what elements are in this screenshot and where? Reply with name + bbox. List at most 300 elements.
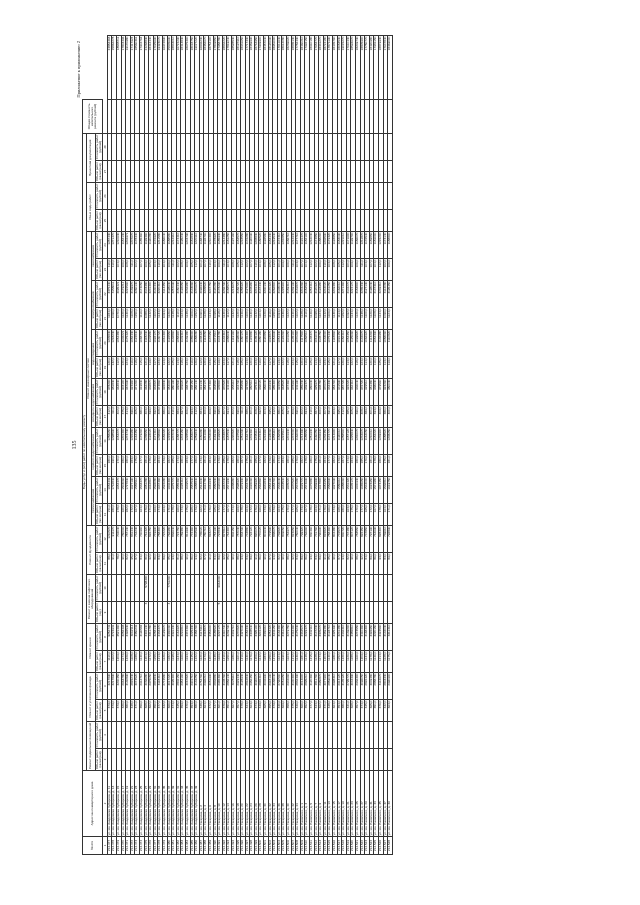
row-volume: 163,0 — [277, 504, 282, 526]
row-cost: 741760 — [314, 526, 319, 553]
row-volume: 86,0 — [153, 553, 158, 575]
row-cost: 954600 — [167, 379, 172, 406]
row-volume: 388,0 — [245, 406, 250, 428]
row-cost: 979560 — [378, 379, 383, 406]
row-volume: 104,0 — [117, 259, 122, 281]
row-volume: 182,0 — [231, 455, 236, 477]
row-cost: 2859030 — [328, 673, 333, 700]
row-volume: 171,0 — [204, 504, 209, 526]
row-total-cost: 17717330 — [245, 36, 250, 100]
row-cost: 3150440 — [176, 281, 181, 308]
row-volume: 1118,0 — [218, 308, 223, 330]
row-volume: 90,0 — [282, 553, 287, 575]
row-cost: 1154690 — [273, 330, 278, 357]
row-total-cost: 18457640 — [264, 36, 269, 100]
row-cost: 737480 — [346, 526, 351, 553]
row-cost: 1158520 — [383, 428, 388, 455]
row-cost: 3108030 — [277, 281, 282, 308]
row-address: ул. им. Ржевского, д. 7 — [314, 771, 319, 837]
row-cost: 3311780 — [149, 624, 154, 651]
row-cost: 2774580 — [163, 673, 168, 700]
row-cost: 1199460 — [144, 232, 149, 259]
row-volume: 1124,0 — [319, 308, 324, 330]
row-cost: 919130 — [199, 379, 204, 406]
row-total-cost: 17610430 — [346, 36, 351, 100]
row-cost: 3120280 — [213, 281, 218, 308]
header-volume: Объем работ (ед.) — [94, 603, 103, 622]
row-volume: 171,0 — [319, 504, 324, 526]
row-cost: 1163350 — [135, 428, 140, 455]
row-cost: 3168300 — [365, 624, 370, 651]
row-volume: 1134,0 — [158, 308, 163, 330]
row-volume: 116,0 — [130, 357, 135, 379]
row-cost: 3270670 — [195, 281, 200, 308]
row-volume: 120,0 — [121, 357, 126, 379]
row-address: ул. им. Гагарина, д. 14 — [227, 771, 232, 837]
row-address: ул. им. Гагарина, д. 2 — [199, 771, 204, 837]
row-cost: 815820 — [323, 526, 328, 553]
row-volume: 1206,0 — [254, 651, 259, 673]
row-cost: 963840 — [117, 379, 122, 406]
row-volume: 357,0 — [236, 700, 241, 722]
row-cost: 3492540 — [126, 624, 131, 651]
row-cost: 1179200 — [140, 428, 145, 455]
row-volume: 118,0 — [135, 357, 140, 379]
row-volume: 95,0 — [130, 553, 135, 575]
row-volume: 1090,0 — [199, 308, 204, 330]
row-cost: 1110820 — [388, 330, 393, 357]
row-total-cost: 18420980 — [369, 36, 374, 100]
row-volume: 186,0 — [121, 455, 126, 477]
row-volume: 344,0 — [245, 700, 250, 722]
row-cost: 3724931 — [112, 624, 117, 651]
row-cost: 3384600 — [208, 624, 213, 651]
row-cost: 1661940 — [208, 477, 213, 504]
row-cost: 1218550 — [241, 232, 246, 259]
row-volume: 1188,0 — [351, 651, 356, 673]
row-total-cost: 18675300 — [185, 36, 190, 100]
row-cost: 5798400 — [144, 575, 149, 602]
row-volume: 1148,0 — [305, 651, 310, 673]
row-address: ул. им. Ржевского, д. 23 — [351, 771, 356, 837]
row-volume: 182,0 — [126, 504, 131, 526]
row-cost: 787130 — [126, 526, 131, 553]
row-address: ул. им. Ржевского, д. 1 — [300, 771, 305, 837]
row-cost: 3200450 — [117, 673, 122, 700]
row-cost: 3036680 — [144, 673, 149, 700]
row-cost: 1172770 — [328, 428, 333, 455]
row-cost: 1533370 — [140, 477, 145, 504]
row-cost: 3166010 — [337, 281, 342, 308]
row-volume: 1130,0 — [245, 651, 250, 673]
row-number: 214.477 — [107, 837, 112, 855]
row-volume: 92,0 — [149, 553, 154, 575]
header-cost: Стоимость работ (рублей) — [94, 134, 103, 160]
row-cost: 1258650 — [107, 428, 112, 455]
table-header — [83, 36, 108, 855]
row-cost: 3077900 — [323, 673, 328, 700]
row-volume: 179,0 — [195, 504, 200, 526]
row-cost: 3067820 — [185, 673, 190, 700]
row-volume: 403,0 — [264, 406, 269, 428]
row-cost: 3402140 — [144, 624, 149, 651]
row-volume: 1180,0 — [332, 651, 337, 673]
row-volume: 400,0 — [388, 406, 393, 428]
row-cost: 3410460 — [360, 624, 365, 651]
row-volume: 1130,0 — [126, 308, 131, 330]
row-volume: 121,0 — [332, 357, 337, 379]
row-volume: 1094,0 — [163, 308, 168, 330]
row-volume: 172,0 — [218, 504, 223, 526]
row-cost: 1188200 — [319, 232, 324, 259]
row-cost: 3062114 — [130, 624, 135, 651]
row-cost: 1142310 — [222, 330, 227, 357]
row-number: 214.470 — [121, 837, 126, 855]
row-volume: 412,0 — [273, 406, 278, 428]
row-volume: 176,0 — [144, 504, 149, 526]
row-volume: 1126,0 — [264, 308, 269, 330]
row-volume: 84,0 — [140, 553, 145, 575]
row-cost: 3183800 — [355, 281, 360, 308]
row-number: 214.519 — [346, 837, 351, 855]
column-number: 2 — [103, 771, 107, 837]
row-volume: 387,0 — [314, 406, 319, 428]
row-cost: 3120920 — [314, 281, 319, 308]
row-total-cost: 16606230 — [199, 36, 204, 100]
column-number: 14 — [103, 477, 107, 504]
row-volume: 365,0 — [264, 700, 269, 722]
row-volume: 106,0 — [218, 259, 223, 281]
row-cost: 2895210 — [305, 673, 310, 700]
row-volume: 78,0 — [117, 553, 122, 575]
row-cost: 1084390 — [374, 330, 379, 357]
row-cost: 1188580 — [167, 232, 172, 259]
row-volume: 405,0 — [282, 406, 287, 428]
row-total-cost: 18445760 — [332, 36, 337, 100]
row-volume: 1102,0 — [296, 308, 301, 330]
row-volume: 174,0 — [346, 455, 351, 477]
row-cost: 971200 — [135, 379, 140, 406]
row-cost: 962280 — [144, 379, 149, 406]
row-cost: 1178920 — [213, 232, 218, 259]
row-volume: 108,0 — [231, 259, 236, 281]
row-volume: 380,0 — [195, 700, 200, 722]
row-cost: 3195450 — [388, 281, 393, 308]
row-cost: 1186070 — [355, 232, 360, 259]
row-total-cost: 18843010 — [172, 36, 177, 100]
row-cost: 840720 — [342, 526, 347, 553]
row-cost: 1184130 — [121, 232, 126, 259]
row-volume: 1104,0 — [259, 308, 264, 330]
row-address: ул. им. Ржевского, д. 9 — [319, 771, 324, 837]
row-volume: 89,0 — [300, 553, 305, 575]
row-cost: 1539990 — [314, 477, 319, 504]
row-address: ул. им. Академика Чубарова, д. 43 — [181, 771, 186, 837]
row-cost: 1619750 — [388, 477, 393, 504]
row-address: ул. им. Гагарина, д. 34 — [273, 771, 278, 837]
row-volume: 87,0 — [204, 553, 209, 575]
row-cost: 3095421 — [117, 281, 122, 308]
row-volume: 1110,0 — [305, 308, 310, 330]
row-volume: 380,0 — [126, 700, 131, 722]
row-volume: 104,0 — [259, 259, 264, 281]
row-cost: 2998310 — [332, 673, 337, 700]
row-cost: 1115880 — [250, 330, 255, 357]
row-cost: 1255110 — [273, 428, 278, 455]
row-volume: 94,0 — [195, 553, 200, 575]
row-volume: 179,0 — [163, 455, 168, 477]
row-volume: 168,0 — [268, 504, 273, 526]
row-total-cost: 17683770 — [314, 36, 319, 100]
row-volume: 379,0 — [117, 700, 122, 722]
row-volume: 412,0 — [195, 406, 200, 428]
row-volume: 167,0 — [305, 504, 310, 526]
appendix-label: Приложение к приложению 2 — [76, 41, 81, 98]
row-cost: 1675880 — [310, 477, 315, 504]
row-volume: 83,0 — [158, 553, 163, 575]
row-volume — [388, 210, 393, 232]
column-number: 5 — [103, 700, 107, 722]
row-cost: 2954160 — [181, 673, 186, 700]
row-cost: 3128930 — [241, 673, 246, 700]
row-cost: 3204260 — [300, 281, 305, 308]
row-volume: 350,0 — [153, 700, 158, 722]
header-cost: Стоимость работ (рублей) — [94, 183, 103, 209]
row-cost: 776570 — [337, 526, 342, 553]
row-cost: 1211580 — [158, 232, 163, 259]
row-volume: 109,0 — [185, 259, 190, 281]
row-cost: 3228900 — [282, 281, 287, 308]
row-address: ул. им. Гагарина, д. 38 — [282, 771, 287, 837]
row-address: ул. им. Гагарина, д. 36 — [277, 771, 282, 837]
row-cost: 1175420 — [126, 330, 131, 357]
row-number: 214.502 — [268, 837, 273, 855]
row-volume: 164,0 — [245, 504, 250, 526]
row-volume: 111,0 — [291, 259, 296, 281]
row-volume: 92,0 — [291, 553, 296, 575]
header-volume: Объем работ (кв.метров) — [94, 554, 103, 573]
row-volume: 108,0 — [181, 259, 186, 281]
row-number: 214.496 — [241, 837, 246, 855]
row-volume: 397,0 — [287, 406, 292, 428]
row-volume: 373,0 — [254, 700, 259, 722]
row-cost: 1197160 — [231, 232, 236, 259]
row-volume: 90,0 — [332, 553, 337, 575]
row-volume: 101,0 — [346, 259, 351, 281]
row-cost: 958110 — [231, 379, 236, 406]
row-volume: 106,0 — [355, 259, 360, 281]
row-volume: 367,0 — [231, 700, 236, 722]
row-cost: 963520 — [282, 379, 287, 406]
row-number: 214.518 — [342, 837, 347, 855]
row-cost: 942930 — [268, 379, 273, 406]
row-cost: 1571930 — [227, 477, 232, 504]
row-volume: 177,0 — [190, 455, 195, 477]
row-cost: 3458700 — [195, 624, 200, 651]
row-volume: 364,0 — [204, 700, 209, 722]
row-volume: 125,0 — [378, 357, 383, 379]
row-cost: 3127130 — [365, 281, 370, 308]
row-total-cost: 18835130 — [291, 36, 296, 100]
row-cost: 1158080 — [195, 330, 200, 357]
row-volume: 82,0 — [346, 553, 351, 575]
row-volume: 181,0 — [369, 455, 374, 477]
row-volume: 1226,0 — [126, 651, 131, 673]
row-cost: 3254420 — [268, 624, 273, 651]
row-cost: 764690 — [374, 526, 379, 553]
row-cost: 1531420 — [346, 477, 351, 504]
row-address: ул. им. Академика Чубарова, д. 37 — [167, 771, 172, 837]
row-volume: 341,0 — [346, 700, 351, 722]
row-number: 214.508 — [296, 837, 301, 855]
row-cost: 3081990 — [208, 673, 213, 700]
row-volume: 1172,0 — [149, 651, 154, 673]
row-volume: 170,0 — [167, 504, 172, 526]
row-cost: 3427090 — [241, 624, 246, 651]
row-volume: 120,0 — [250, 357, 255, 379]
row-cost: 2826420 — [365, 673, 370, 700]
row-address: ул. им. Гагарина, д. 4 — [204, 771, 209, 837]
row-volume: 102,0 — [135, 259, 140, 281]
row-volume: 112,0 — [117, 357, 122, 379]
row-volume: 389,0 — [365, 406, 370, 428]
row-volume: 1136,0 — [296, 651, 301, 673]
row-cost: 2803330 — [383, 673, 388, 700]
row-volume: 400,0 — [204, 406, 209, 428]
row-volume: 84,0 — [213, 553, 218, 575]
row-cost: 1216960 — [264, 428, 269, 455]
row-cost: 1649570 — [185, 477, 190, 504]
row-cost: 3120360 — [310, 673, 315, 700]
row-cost: 3190582 — [140, 624, 145, 651]
row-volume: 1070,0 — [117, 308, 122, 330]
row-cost: 1176540 — [365, 232, 370, 259]
row-cost: 1214600 — [332, 428, 337, 455]
header-volume: Объем работ (кв.метров) — [94, 701, 103, 720]
row-volume: 1150,0 — [227, 651, 232, 673]
row-cost: 1273740 — [126, 428, 131, 455]
row-cost: 1215200 — [378, 232, 383, 259]
row-cost: 1249900 — [378, 428, 383, 455]
row-address: ул. им. Академика Чубарова, д. 49 — [195, 771, 200, 837]
row-total-cost: 18763950 — [254, 36, 259, 100]
row-cost: 2913120 — [337, 673, 342, 700]
row-volume: 414,0 — [126, 406, 131, 428]
row-volume: 1116,0 — [268, 308, 273, 330]
row-cost: 3257090 — [172, 281, 177, 308]
row-address: ул. им. Гагарина, д. 20 — [241, 771, 246, 837]
column-number: 8 — [103, 624, 107, 651]
row-cost: 1186040 — [163, 232, 168, 259]
row-cost: 3279750 — [287, 624, 292, 651]
row-cost: 3235340 — [360, 281, 365, 308]
row-volume: 190,0 — [112, 455, 117, 477]
row-cost: 780710 — [204, 526, 209, 553]
row-cost: 3225330 — [190, 624, 195, 651]
row-cost: 1605220 — [287, 477, 292, 504]
row-volume: 1220,0 — [342, 651, 347, 673]
row-volume: 178,0 — [374, 455, 379, 477]
row-volume: 113,0 — [383, 357, 388, 379]
row-volume: 347,0 — [213, 700, 218, 722]
row-total-cost: 17819240 — [227, 36, 232, 100]
row-number: 214.521 — [355, 837, 360, 855]
row-cost: 3200130 — [264, 281, 269, 308]
row-cost: 3217890 — [107, 673, 112, 700]
row-volume: 165,0 — [213, 504, 218, 526]
row-cost: 947360 — [287, 379, 292, 406]
row-volume: 394,0 — [227, 406, 232, 428]
row-volume: 1128,0 — [204, 308, 209, 330]
row-cost: 3174050 — [140, 281, 145, 308]
row-cost: 3213670 — [231, 281, 236, 308]
row-cost: 7731200 — [167, 575, 172, 602]
row-cost: 3266800 — [273, 281, 278, 308]
row-cost: 1202971 — [126, 232, 131, 259]
row-cost: 970070 — [323, 379, 328, 406]
row-cost: 792890 — [388, 526, 393, 553]
row-cost: 945800 — [218, 379, 223, 406]
row-volume: 173,0 — [332, 504, 337, 526]
row-number: 214.471 — [126, 837, 131, 855]
row-volume: 117,0 — [153, 357, 158, 379]
row-volume: 165,0 — [296, 504, 301, 526]
row-cost: 1251290 — [241, 428, 246, 455]
row-volume: 169,0 — [236, 504, 241, 526]
row-cost: 933560 — [213, 379, 218, 406]
row-volume: 1209,0 — [360, 651, 365, 673]
row-volume: 1156,0 — [268, 651, 273, 673]
row-volume — [388, 749, 393, 771]
row-volume: 1122,0 — [287, 308, 292, 330]
header-number: № п/п — [83, 837, 103, 855]
row-cost: 1058060 — [383, 330, 388, 357]
row-volume: 175,0 — [135, 455, 140, 477]
row-cost: 3350231 — [135, 624, 140, 651]
row-cost: 1183090 — [337, 232, 342, 259]
row-cost: 1190090 — [250, 232, 255, 259]
header-cost: Стоимость работ (рублей) — [94, 428, 103, 454]
row-volume: 1140,0 — [222, 308, 227, 330]
row-cost: 929510 — [365, 379, 370, 406]
row-volume: 180,0 — [287, 455, 292, 477]
row-cost: 809050 — [282, 526, 287, 553]
row-cost: 1580610 — [337, 477, 342, 504]
row-volume: 1128,0 — [300, 308, 305, 330]
row-cost: 1084431 — [107, 477, 112, 504]
row-cost: 949620 — [181, 379, 186, 406]
header-group-basement: Ремонт подвальных помещений — [87, 722, 96, 771]
row-cost: 1197560 — [236, 428, 241, 455]
row-volume: 1126,0 — [167, 308, 172, 330]
row-volume: 1106,0 — [190, 308, 195, 330]
row-cost: 1271470 — [112, 232, 117, 259]
row-volume: 118,0 — [355, 357, 360, 379]
row-cost: 1093870 — [268, 330, 273, 357]
row-volume: 395,0 — [337, 406, 342, 428]
row-volume — [388, 99, 393, 133]
row-cost: 1117500 — [300, 330, 305, 357]
row-volume: 1160,0 — [355, 651, 360, 673]
row-volume: 173,0 — [181, 504, 186, 526]
row-cost: 3224170 — [351, 281, 356, 308]
row-cost: 1150170 — [241, 330, 246, 357]
row-address: ул. им. Ржевского, д. 3 — [305, 771, 310, 837]
row-cost: 1114200 — [369, 330, 374, 357]
row-cost: 735020 — [199, 526, 204, 553]
row-volume: 1132,0 — [231, 308, 236, 330]
row-cost: 980190 — [172, 379, 177, 406]
